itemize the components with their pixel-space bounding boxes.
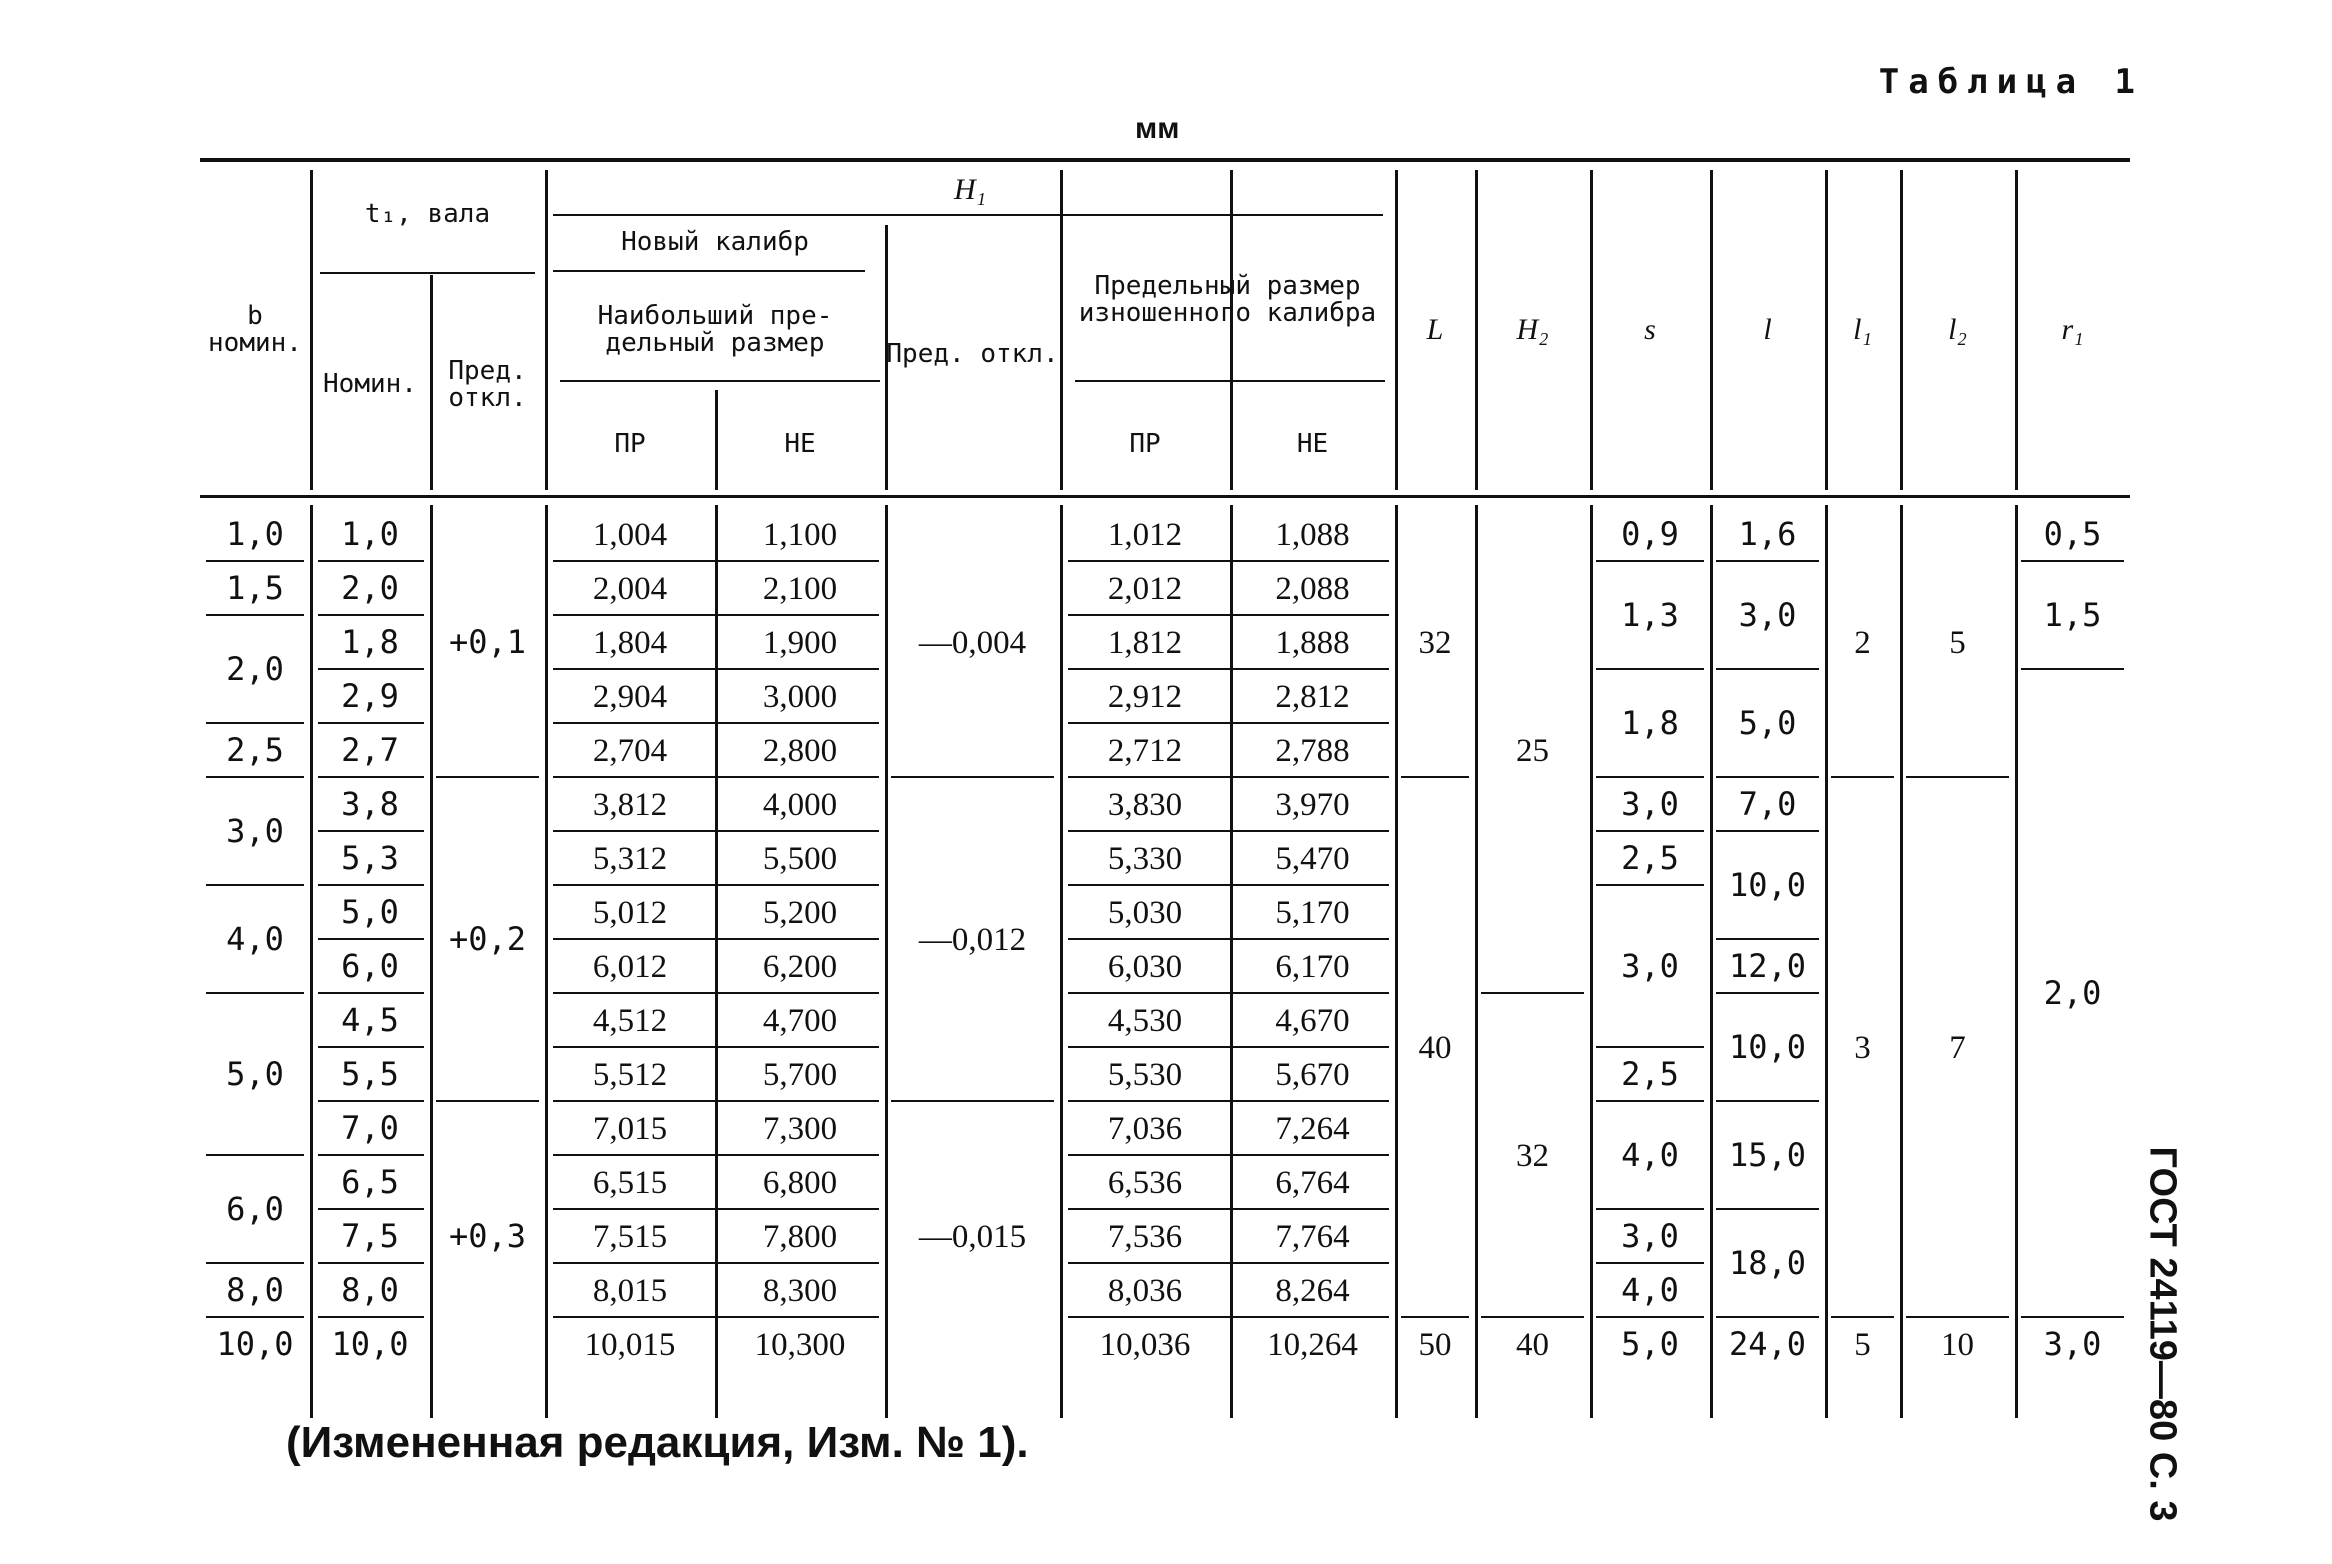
rule-line bbox=[553, 214, 1383, 216]
row-t1-nominal: 7,0 bbox=[341, 1109, 399, 1148]
cell-t1-dev: +0,1 bbox=[448, 623, 527, 662]
header-l: l bbox=[1763, 313, 1772, 347]
cell-H2: 32 bbox=[1516, 1137, 1549, 1174]
row-new-ne: 4,000 bbox=[762, 786, 838, 823]
row-worn-ne: 5,670 bbox=[1275, 1056, 1350, 1093]
row-new-ne: 6,800 bbox=[762, 1164, 838, 1201]
row-worn-pr: 1,012 bbox=[1107, 516, 1183, 553]
row-new-pr: 5,512 bbox=[592, 1056, 668, 1093]
row-new-pr: 5,012 bbox=[592, 894, 668, 931]
cell-s: 3,0 bbox=[1621, 947, 1679, 986]
cell-l: 15,0 bbox=[1728, 1136, 1807, 1175]
row-new-pr: 2,904 bbox=[592, 678, 668, 715]
table-title: Таблица 1 bbox=[1878, 62, 2144, 102]
rule-line bbox=[1075, 380, 1385, 382]
cell-l: 18,0 bbox=[1728, 1244, 1807, 1283]
cell-s: 5,0 bbox=[1621, 1325, 1679, 1364]
row-worn-ne: 1,888 bbox=[1275, 624, 1350, 661]
cell-l: 12,0 bbox=[1728, 947, 1807, 986]
header-worn-limit: Предельный размер изношенного калибра bbox=[1078, 270, 1377, 328]
row-t1-nominal: 8,0 bbox=[341, 1271, 399, 1310]
row-new-pr: 2,004 bbox=[592, 570, 668, 607]
row-new-ne: 1,100 bbox=[762, 516, 838, 553]
row-worn-pr: 2,912 bbox=[1107, 678, 1183, 715]
row-t1-nominal: 6,5 bbox=[341, 1163, 399, 1202]
row-new-pr: 2,704 bbox=[592, 732, 668, 769]
header-worn-pr: ПР bbox=[1129, 429, 1161, 460]
row-new-ne: 3,000 bbox=[762, 678, 838, 715]
cell-L: 50 bbox=[1418, 1326, 1452, 1363]
row-worn-pr: 5,530 bbox=[1107, 1056, 1183, 1093]
cell-t1-dev: +0,3 bbox=[448, 1217, 527, 1256]
cell-b: 5,0 bbox=[226, 1055, 284, 1094]
row-new-ne: 1,900 bbox=[762, 624, 838, 661]
row-worn-ne: 1,088 bbox=[1275, 516, 1350, 553]
row-new-pr: 8,015 bbox=[592, 1272, 668, 1309]
row-t1-nominal: 5,0 bbox=[341, 893, 399, 932]
cell-L: 32 bbox=[1418, 624, 1452, 661]
row-new-ne: 2,100 bbox=[762, 570, 838, 607]
cell-l: 10,0 bbox=[1728, 1028, 1807, 1067]
row-worn-pr: 8,036 bbox=[1107, 1272, 1183, 1309]
row-worn-pr: 7,536 bbox=[1107, 1218, 1183, 1255]
row-worn-pr: 6,536 bbox=[1107, 1164, 1183, 1201]
row-worn-ne: 7,264 bbox=[1275, 1110, 1350, 1147]
cell-r1: 2,0 bbox=[2043, 974, 2102, 1013]
row-worn-pr: 7,036 bbox=[1107, 1110, 1183, 1147]
cell-s: 3,0 bbox=[1621, 1217, 1679, 1256]
row-t1-nominal: 5,3 bbox=[341, 839, 399, 878]
row-new-pr: 4,512 bbox=[592, 1002, 668, 1039]
cell-b: 4,0 bbox=[226, 920, 284, 959]
cell-l1: 2 bbox=[1854, 624, 1871, 661]
row-t1-nominal: 7,5 bbox=[341, 1217, 399, 1256]
row-worn-ne: 7,764 bbox=[1275, 1218, 1350, 1255]
cell-s: 3,0 bbox=[1621, 785, 1679, 824]
row-new-pr: 7,515 bbox=[592, 1218, 668, 1255]
row-t1-nominal: 2,9 bbox=[341, 677, 399, 716]
row-new-pr: 3,812 bbox=[592, 786, 668, 823]
row-t1-nominal: 1,0 bbox=[341, 515, 399, 554]
row-t1-nominal: 10,0 bbox=[331, 1325, 409, 1364]
row-new-ne: 10,300 bbox=[754, 1326, 846, 1363]
header-L: L bbox=[1426, 313, 1444, 347]
header-new-pr: ПР bbox=[614, 429, 646, 460]
row-worn-pr: 10,036 bbox=[1099, 1326, 1191, 1363]
cell-l1: 3 bbox=[1854, 1029, 1871, 1066]
cell-b: 2,0 bbox=[226, 650, 284, 689]
row-t1-nominal: 5,5 bbox=[341, 1055, 399, 1094]
row-worn-pr: 1,812 bbox=[1107, 624, 1183, 661]
row-t1-nominal: 3,8 bbox=[341, 785, 399, 824]
header-largest-limit: Наибольший пре-дельный размер bbox=[597, 300, 833, 358]
row-new-ne: 6,200 bbox=[762, 948, 838, 985]
amendment-note: (Измененная редакция, Изм. № 1). bbox=[286, 1418, 1029, 1467]
cell-pred-otkl: —0,004 bbox=[918, 624, 1027, 661]
cell-b: 3,0 bbox=[226, 812, 284, 851]
row-new-ne: 5,200 bbox=[762, 894, 838, 931]
rule-line bbox=[560, 380, 880, 382]
cell-r1: 1,5 bbox=[2043, 596, 2102, 635]
header-worn-ne: НЕ bbox=[1296, 429, 1329, 460]
units-label: мм bbox=[1135, 112, 1180, 145]
cell-l: 7,0 bbox=[1738, 785, 1797, 824]
row-worn-ne: 3,970 bbox=[1275, 786, 1350, 823]
cell-l: 3,0 bbox=[1738, 596, 1797, 635]
row-new-ne: 7,800 bbox=[762, 1218, 838, 1255]
row-worn-ne: 10,264 bbox=[1267, 1326, 1358, 1363]
row-worn-ne: 8,264 bbox=[1275, 1272, 1350, 1309]
row-worn-pr: 2,712 bbox=[1107, 732, 1183, 769]
row-worn-ne: 5,470 bbox=[1275, 840, 1350, 877]
cell-l: 5,0 bbox=[1738, 704, 1797, 743]
row-worn-pr: 4,530 bbox=[1107, 1002, 1183, 1039]
cell-l: 10,0 bbox=[1728, 866, 1807, 905]
rule-line bbox=[320, 272, 535, 274]
row-t1-nominal: 6,0 bbox=[341, 947, 399, 986]
cell-b: 1,5 bbox=[226, 569, 284, 608]
rule-line bbox=[200, 495, 2130, 498]
row-worn-ne: 4,670 bbox=[1275, 1002, 1350, 1039]
cell-s: 4,0 bbox=[1621, 1271, 1679, 1310]
row-new-pr: 6,515 bbox=[592, 1164, 668, 1201]
row-new-pr: 1,804 bbox=[592, 624, 668, 661]
header-new-ne: НЕ bbox=[784, 429, 816, 460]
cell-pred-otkl: —0,015 bbox=[918, 1218, 1027, 1255]
header-r1: r₁ bbox=[2061, 313, 2084, 347]
row-t1-nominal: 2,0 bbox=[341, 569, 399, 608]
cell-s: 2,5 bbox=[1621, 1055, 1679, 1094]
row-worn-ne: 6,764 bbox=[1275, 1164, 1350, 1201]
row-new-ne: 5,700 bbox=[762, 1056, 838, 1093]
row-t1-nominal: 1,8 bbox=[341, 623, 399, 662]
rule-line bbox=[200, 158, 2130, 162]
row-worn-ne: 6,170 bbox=[1275, 948, 1350, 985]
row-worn-pr: 6,030 bbox=[1107, 948, 1183, 985]
row-worn-ne: 5,170 bbox=[1275, 894, 1350, 931]
row-worn-pr: 5,030 bbox=[1107, 894, 1183, 931]
cell-s: 4,0 bbox=[1621, 1136, 1679, 1175]
row-new-ne: 7,300 bbox=[762, 1110, 838, 1147]
cell-L: 40 bbox=[1418, 1029, 1452, 1066]
gost-side-label: ГОСТ 24119—80 С. 3 bbox=[2141, 1146, 2184, 1522]
cell-b: 1,0 bbox=[226, 515, 284, 554]
cell-r1: 0,5 bbox=[2043, 515, 2102, 554]
row-new-ne: 8,300 bbox=[762, 1272, 838, 1309]
header-H2: H₂ bbox=[1516, 313, 1549, 347]
header-b: b номин. bbox=[208, 300, 302, 358]
row-new-ne: 4,700 bbox=[762, 1002, 838, 1039]
cell-l2: 5 bbox=[1949, 624, 1966, 661]
header-new-gauge: Новый калибр bbox=[621, 226, 809, 257]
header-l1: l₁ bbox=[1853, 313, 1872, 347]
cell-r1: 3,0 bbox=[2043, 1325, 2102, 1364]
cell-s: 2,5 bbox=[1621, 839, 1679, 878]
row-worn-pr: 3,830 bbox=[1107, 786, 1183, 823]
row-worn-ne: 2,088 bbox=[1275, 570, 1350, 607]
row-new-ne: 5,500 bbox=[762, 840, 838, 877]
row-new-pr: 5,312 bbox=[592, 840, 668, 877]
cell-b: 6,0 bbox=[226, 1190, 284, 1229]
cell-l: 24,0 bbox=[1728, 1325, 1807, 1364]
header-t1-deviation: Пред. откл. bbox=[448, 355, 527, 413]
cell-l: 1,6 bbox=[1738, 515, 1797, 554]
row-new-pr: 1,004 bbox=[592, 516, 668, 553]
row-worn-ne: 2,788 bbox=[1275, 732, 1350, 769]
header-s: s bbox=[1644, 313, 1656, 347]
row-new-pr: 10,015 bbox=[584, 1326, 676, 1363]
header-t1: t₁, вала bbox=[364, 199, 491, 230]
header-h1: H₁ bbox=[953, 173, 987, 207]
row-t1-nominal: 2,7 bbox=[341, 731, 399, 770]
cell-t1-dev: +0,2 bbox=[448, 920, 527, 959]
header-pred-otkl: Пред. откл. bbox=[886, 339, 1059, 370]
cell-l2: 7 bbox=[1949, 1029, 1966, 1066]
cell-H2: 40 bbox=[1516, 1326, 1549, 1363]
cell-s: 1,8 bbox=[1621, 704, 1679, 743]
row-worn-pr: 2,012 bbox=[1107, 570, 1183, 607]
cell-s: 0,9 bbox=[1621, 515, 1679, 554]
row-new-ne: 2,800 bbox=[762, 732, 838, 769]
cell-l1: 5 bbox=[1854, 1326, 1871, 1363]
header-t1-nominal: Номин. bbox=[323, 369, 417, 400]
row-t1-nominal: 4,5 bbox=[341, 1001, 399, 1040]
row-worn-pr: 5,330 bbox=[1107, 840, 1183, 877]
header-l2: l₂ bbox=[1948, 313, 1967, 347]
row-new-pr: 7,015 bbox=[592, 1110, 668, 1147]
cell-s: 1,3 bbox=[1621, 596, 1679, 635]
rule-line bbox=[553, 270, 865, 272]
cell-b: 10,0 bbox=[216, 1325, 294, 1364]
cell-H2: 25 bbox=[1516, 732, 1549, 769]
cell-l2: 10 bbox=[1941, 1326, 1974, 1363]
row-worn-ne: 2,812 bbox=[1275, 678, 1350, 715]
row-new-pr: 6,012 bbox=[592, 948, 668, 985]
cell-b: 8,0 bbox=[226, 1271, 284, 1310]
cell-b: 2,5 bbox=[226, 731, 284, 770]
cell-pred-otkl: —0,012 bbox=[918, 921, 1027, 958]
